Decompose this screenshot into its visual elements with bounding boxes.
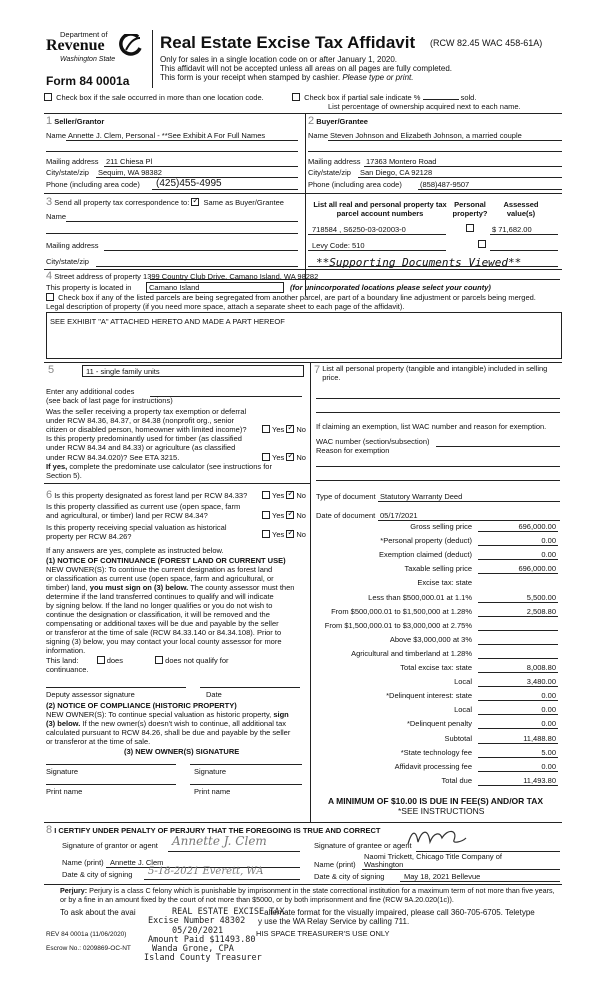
stamp-line: Island County Treasurer — [144, 953, 262, 963]
stamp-line: Wanda Grone, CPA — [152, 944, 234, 954]
header-note-3-row — [160, 73, 413, 82]
yes-label: Yes — [272, 491, 285, 500]
tax-row-line — [478, 672, 558, 673]
field-line — [144, 879, 300, 880]
tax-row-line — [478, 573, 558, 574]
tax-row-value[interactable]: 0.00 — [541, 705, 556, 715]
buyer-heading: Buyer/Grantee — [316, 117, 368, 126]
field-line — [378, 520, 560, 521]
notice1-line: or transferor at the time of sale (RCW 84.33.140 or 84.34.108). Prior to — [46, 628, 282, 637]
does-checkbox[interactable] — [97, 656, 105, 664]
section3-row — [46, 196, 284, 208]
tax-row-line — [478, 743, 558, 744]
tax-row-label: *Delinquent penalty — [406, 719, 472, 729]
section-number: 2 — [308, 115, 315, 127]
notice2-line: calculated pursuant to RCW 84.26, shall be due and payable by the seller — [46, 728, 291, 737]
yes-label: Yes — [272, 453, 285, 462]
buyer-name-label: Name — [308, 131, 329, 140]
yes-label: Yes — [272, 530, 285, 539]
request-text-b: alternate format for the visually impaired, please call 360-705-6705. Teletype — [264, 908, 535, 917]
s6-q1-row — [46, 489, 247, 501]
does-not-label: does not qualify for — [165, 656, 229, 665]
personal-property-checkbox-1[interactable] — [466, 224, 474, 232]
grantor-signature[interactable]: Annette J. Clem — [172, 834, 267, 848]
s6-if-yes: If any answers are yes, complete as instructed below. — [46, 546, 224, 555]
tax-row-value[interactable]: 0.00 — [541, 691, 556, 701]
tax-row-value[interactable]: 5.00 — [541, 747, 556, 757]
owner-print-name-label: Print name — [46, 787, 83, 796]
tax-row-label: Agricultural and timberland at 1.28% — [351, 648, 472, 658]
stamp-line: Excise Number 48302 — [148, 916, 246, 926]
s6-q2-line-a: Is this property classified as current use (open space, farm — [46, 502, 241, 511]
tax-row-label: Above $3,000,000 at 3% — [389, 634, 472, 644]
field-line — [150, 279, 560, 280]
field-line — [378, 501, 560, 502]
legal-label: Legal description of property (if you need more space, attach a separate sheet to each page of the affidavit). — [46, 302, 405, 311]
yes-label: Yes — [272, 511, 285, 520]
grantee-signature-scribble — [404, 826, 468, 848]
header-note-2: This affidavit will not be accepted unless all areas on all pages are fully completed. — [160, 64, 453, 73]
field-line — [418, 189, 562, 190]
seller-heading-row — [46, 115, 104, 127]
seller-phone[interactable]: (425)455-4995 — [156, 178, 222, 189]
s6-q1: Is this property designated as forest land per RCW 84.33? — [54, 491, 248, 500]
s6-q2-no-checkbox[interactable] — [286, 511, 294, 519]
tax-row-label: Total due — [441, 775, 472, 785]
tax-row-value[interactable]: 8,008.80 — [526, 663, 556, 672]
tax-row-label: From $500,000.01 to $1,500,000 at 1.28% — [331, 606, 472, 616]
header-divider — [152, 30, 153, 88]
perjury-notice — [60, 886, 558, 904]
field-line — [66, 140, 298, 141]
field-line — [400, 881, 560, 882]
field-line — [316, 412, 560, 413]
owner-signature-label: Signature — [46, 767, 79, 776]
request-line-1-row — [60, 908, 535, 917]
request-text-c: y use the WA Relay Service by calling 711. — [258, 917, 410, 926]
tax-row-line — [478, 630, 558, 631]
tax-row-line — [478, 531, 558, 532]
location-value: Camano Island — [149, 283, 200, 292]
located-note: (for unincorporated locations please select your county) — [290, 283, 491, 292]
grantor-date-city-label: Date & city of signing — [62, 870, 133, 879]
notice1-title: (1) NOTICE OF CONTINUANCE (FOREST LAND OR CURRENT USE) — [46, 556, 286, 565]
notice1-line: timber) land, — [46, 583, 88, 592]
section3-city-label: City/state/zip — [46, 257, 89, 266]
escrow-number: Escrow No.: 0209869-OC-NT — [46, 945, 131, 952]
s6-q2-yes-no — [262, 511, 306, 520]
personal-property-checkbox-2[interactable] — [478, 240, 486, 248]
tax-row-value[interactable]: 0.00 — [541, 550, 556, 560]
use-code-value: 11 - single family units — [86, 367, 160, 376]
legal-description: SEE EXHIBIT "A" ATTACHED HERETO AND MADE A PART HEREOF — [50, 317, 285, 326]
partial-sale-label: Check box if partial sale indicate % — [304, 93, 421, 102]
minimum-due-note: A MINIMUM OF $10.00 IS DUE IN FEE(S) AND/OR TAX — [328, 796, 544, 806]
seller-city-label: City/state/zip — [46, 168, 89, 177]
supporting-docs-stamp: **Supporting Documents Viewed** — [316, 256, 522, 269]
tax-row-line — [478, 616, 558, 617]
field-line — [436, 446, 560, 447]
grantor-date-city[interactable]: 5-18-2021 Everett, WA — [148, 866, 264, 877]
no-label: No — [296, 511, 306, 520]
yes-label: Yes — [272, 425, 285, 434]
use-code-select[interactable] — [82, 365, 304, 377]
field-line — [358, 177, 562, 178]
header-note-1: Only for sales in a single location code on or after January 1, 2020. — [160, 55, 398, 64]
no-label: No — [296, 530, 306, 539]
location-select[interactable] — [146, 282, 284, 293]
tax-row-line — [478, 686, 558, 687]
field-line — [490, 250, 558, 251]
s6-q3-yes-no — [262, 530, 306, 539]
street-row — [46, 270, 318, 282]
deputy-date-label: Date — [206, 690, 222, 699]
field-line — [328, 140, 562, 141]
section3-name-label: Name — [46, 212, 67, 221]
buyer-phone[interactable]: (858)487-9507 — [420, 180, 470, 189]
s7-list-personal: List all personal property (tangible and intangible) included in selling price. — [322, 364, 548, 382]
multi-location-checkbox[interactable] — [44, 93, 52, 101]
does-label: does — [106, 656, 123, 665]
does-not-checkbox[interactable] — [155, 656, 163, 664]
field-line — [316, 466, 560, 467]
owner-signature-label: Signature — [194, 767, 227, 776]
seller-mailing[interactable]: 211 Chiesa Pl — [106, 157, 153, 166]
buyer-phone-label: Phone (including area code) — [308, 180, 402, 189]
field-line — [46, 687, 186, 688]
q1-line-a: Was the seller receiving a property tax exemption or deferral — [46, 407, 247, 416]
s6-q2-yes-checkbox[interactable] — [262, 511, 270, 519]
perjury-label: Perjury: — [60, 886, 88, 895]
section-number: 6 — [46, 489, 53, 501]
field-line — [364, 166, 562, 167]
treasurer-use-label: HIS SPACE TREASURER'S USE ONLY — [256, 929, 390, 938]
continuance-label: continuance. — [46, 665, 89, 674]
notice2-line: NEW OWNER(S): To continue special valuation as historic property, — [46, 710, 272, 719]
stamp-line: 05/20/2021 — [172, 926, 224, 936]
q2-line-c: under RCW 84.34.020)? See ETA 3215. — [46, 453, 180, 462]
doc-type[interactable]: Statutory Warranty Deed — [380, 492, 463, 501]
s6-q3-line-b: property per RCW 84.26? — [46, 532, 132, 541]
seller-phone-label: Phone (including area code) — [46, 180, 140, 189]
tax-row-label: From $1,500,000.01 to $3,000,000 at 2.75% — [324, 620, 472, 630]
notice1-line: NEW OWNER(S): To continue the current designation as forest land — [46, 565, 273, 574]
divider — [44, 362, 562, 363]
header-note-3: This form is your receipt when stamped by cashier. — [160, 73, 341, 82]
q2-yes-no — [262, 453, 306, 462]
grantee-date-city-label: Date & city of signing — [314, 872, 385, 881]
field-line — [200, 687, 300, 688]
partial-sale-row — [292, 93, 476, 102]
doc-type-label: Type of document — [316, 492, 376, 501]
notice1-line: or classification as current use (open space, farm and agricultural, or — [46, 574, 274, 583]
tax-row-label: Taxable selling price — [404, 564, 472, 574]
buyer-city-label: City/state/zip — [308, 168, 351, 177]
owner-print-name-label: Print name — [194, 787, 231, 796]
divider — [44, 113, 562, 114]
s6-q3-line-a: Is this property receiving special valuation as historical — [46, 523, 227, 532]
tax-row-label: Total excise tax: state — [400, 663, 472, 672]
seller-heading: Seller/Grantor — [54, 117, 105, 126]
buyer-mailing[interactable]: 17363 Montero Road — [366, 157, 437, 166]
located-label: This property is located in — [46, 283, 132, 292]
tax-row-label: Less than $500,000.01 at 1.1% — [368, 592, 472, 602]
tax-row-value[interactable]: 0.00 — [541, 761, 556, 771]
divider — [44, 822, 562, 823]
request-text-a: To ask about the avai — [60, 908, 136, 917]
tax-row-line — [478, 644, 558, 645]
multi-location-row — [44, 93, 264, 102]
seller-name-label: Name — [46, 131, 67, 140]
seller-name[interactable]: Annette J. Clem, Personal - **See Exhibit A For Full Names — [68, 131, 266, 140]
section3-mailing-label: Mailing address — [46, 241, 99, 250]
certify-statement: I CERTIFY UNDER PENALTY OF PERJURY THAT THE FOREGOING IS TRUE AND CORRECT — [54, 826, 381, 835]
field-line — [190, 784, 302, 785]
tax-row-line — [478, 771, 558, 772]
tax-row-label: Subtotal — [444, 733, 472, 743]
assessed-value-1[interactable]: $ 71,682.00 — [492, 225, 532, 234]
grantor-signature-label: Signature of grantor or agent — [62, 841, 158, 850]
this-land-row — [46, 656, 229, 665]
tax-row-value[interactable]: 2,508.80 — [526, 606, 556, 616]
divider — [44, 884, 562, 885]
partial-sale-checkbox[interactable] — [292, 93, 300, 101]
q2-no-checkbox[interactable] — [286, 453, 294, 461]
dept-line3: Washington State — [60, 56, 116, 63]
notice2-below: (3) below. — [46, 719, 81, 728]
tax-row-value[interactable]: 11,488.80 — [523, 733, 556, 743]
this-land-label: This land: — [46, 656, 79, 665]
form-citation: (RCW 82.45 WAC 458-61A) — [430, 38, 543, 48]
seller-mailing-label: Mailing address — [46, 157, 99, 166]
deputy-signature-label: Deputy assessor signature — [46, 690, 135, 699]
notice2-line: or transferor at the time of sale. — [46, 737, 151, 746]
divider — [44, 193, 562, 194]
field-line — [104, 250, 298, 251]
additional-codes-label: Enter any additional codes — [46, 387, 135, 396]
s6-q2-line-b: and agricultural, or timber) land per RCW 84.34? — [46, 511, 208, 520]
field-line — [46, 764, 176, 765]
notice1-line: signing (3) below, you may contact your local county assessor for more — [46, 637, 282, 646]
grantee-date-city[interactable]: May 18, 2021 Bellevue — [404, 872, 481, 881]
rev-number: REV 84 0001a (11/06/2020) — [46, 931, 127, 938]
segregated-checkbox[interactable] — [46, 293, 54, 301]
form-title: Real Estate Excise Tax Affidavit — [160, 33, 416, 52]
street-label: Street address of property — [54, 272, 141, 281]
notice1-line: The county assessor must then — [190, 583, 295, 592]
divider — [44, 483, 310, 484]
no-label: No — [296, 453, 306, 462]
segregated-row — [46, 293, 536, 302]
q2-if-yes: If yes, — [46, 462, 68, 471]
doc-date[interactable]: 05/17/2021 — [380, 511, 418, 520]
tax-row-line — [478, 545, 558, 546]
buyer-heading-row — [308, 115, 368, 127]
s6-q1-yes-checkbox[interactable] — [262, 491, 270, 499]
tax-row-line — [478, 714, 558, 715]
section-number: 1 — [46, 115, 53, 127]
tax-row-label: Local — [454, 705, 472, 715]
dept-line2: Revenue — [46, 37, 105, 54]
multi-location-label: Check box if the sale occurred in more than one location code. — [56, 93, 264, 102]
q2-line-e: Section 5). — [46, 471, 82, 480]
q2-line-a: Is this property predominantly used for timber (as classified — [46, 434, 242, 443]
field-line — [46, 784, 176, 785]
notice1-line: information. — [46, 646, 86, 655]
grantor-name-label: Name (print) — [62, 858, 104, 867]
field-line — [66, 221, 298, 222]
buyer-city[interactable]: San Diego, CA 92128 — [360, 168, 433, 177]
dept-line1: Department of — [60, 30, 108, 39]
field-line — [46, 233, 298, 234]
field-line — [96, 266, 298, 267]
claiming-exemption-label: If claiming an exemption, list WAC number and reason for exemption. — [316, 422, 547, 431]
q1-yes-checkbox[interactable] — [262, 425, 270, 433]
section-number: 4 — [46, 270, 53, 282]
grantee-name-2[interactable]: Washington — [364, 860, 404, 869]
no-label: No — [296, 425, 306, 434]
list-pct-note: List percentage of ownership acquired next to each name. — [328, 102, 521, 111]
stamp-line: REAL ESTATE EXCISE TAX — [172, 907, 285, 917]
no-label: No — [296, 491, 306, 500]
buyer-mailing-label: Mailing address — [308, 157, 361, 166]
tax-row-line — [478, 757, 558, 758]
tax-row-line — [478, 559, 558, 560]
s6-q1-yes-no — [262, 491, 306, 500]
buyer-name[interactable]: Steven Johnson and Elizabeth Johnson, a married couple — [330, 131, 522, 140]
s6-q1-no-checkbox[interactable] — [286, 491, 294, 499]
tax-row-label: *Personal property (deduct) — [380, 536, 472, 546]
see-instructions-note: *SEE INSTRUCTIONS — [398, 806, 485, 816]
field-line — [308, 266, 558, 267]
q1-line-b: under RCW 84.36, 84.37, or 84.38 (nonprofit org., senior — [46, 416, 235, 425]
street-address[interactable]: 1399 Country Club Drive, Camano Island, WA 98282 — [143, 272, 319, 281]
notice2-title: (2) NOTICE OF COMPLIANCE (HISTORIC PROPERTY) — [46, 701, 237, 710]
tax-row-line — [478, 658, 558, 659]
section-number: 8 — [46, 824, 53, 836]
s7-row — [314, 364, 552, 382]
parcels-col1-header: List all real and personal property tax parcel account numbers — [313, 200, 447, 218]
tax-row-label: Gross selling price — [410, 522, 472, 531]
tax-row-value[interactable]: 0.00 — [541, 719, 556, 729]
header-note-3b: Please type or print. — [342, 73, 414, 82]
seller-city[interactable]: Sequim, WA 98382 — [98, 168, 162, 177]
notice1-line: determine if the land transferred continues to qualify and will indicate — [46, 592, 274, 601]
tax-row-line — [478, 602, 558, 603]
q1-no-checkbox[interactable] — [286, 425, 294, 433]
tax-row-value[interactable]: 11,493.80 — [523, 775, 556, 785]
exemption-reason-label: Reason for exemption — [316, 446, 390, 455]
tax-row-label: Excise tax: state — [417, 578, 472, 588]
wac-number-label: WAC number (section/subsection) — [316, 437, 430, 446]
form-number: Form 84 0001a — [46, 74, 130, 88]
perjury-text: Perjury is a class C felony which is punishable by imprisonment in the state correctional institution for a maximum term of not more than five years, or by a fine in an amount fixed by the court of not more than $5000, or by both imprisonment and fine (RCW 9A.20.020(1c)). — [60, 886, 555, 904]
parcel-number-2[interactable]: Levy Code: 510 — [312, 241, 365, 250]
tax-row-value[interactable]: 5,500.00 — [526, 592, 556, 602]
tax-row-value[interactable]: 696,000.00 — [518, 522, 556, 531]
same-as-buyer-checkbox[interactable] — [191, 198, 199, 206]
field-line — [190, 764, 302, 765]
tax-row-line — [478, 700, 558, 701]
parcels-col3-header: Assessed value(s) — [503, 200, 539, 218]
section-number: 3 — [46, 196, 53, 208]
q1-line-c: citizen or disabled person, homeowner with limited income)? — [46, 425, 247, 434]
grantor-name[interactable]: Annette J. Clem — [110, 858, 164, 867]
field-line — [104, 166, 298, 167]
partial-sale-pct-field[interactable] — [423, 99, 459, 100]
tax-row-value[interactable]: 0.00 — [541, 536, 556, 546]
tax-row-line — [478, 785, 558, 786]
legal-description-field[interactable] — [46, 312, 562, 359]
parcels-col2-header: Personal property? — [452, 200, 488, 218]
notice2-line1-row — [46, 710, 289, 719]
parcel-number-1[interactable]: 718584 , S6250-03-02003-0 — [312, 225, 406, 234]
field-line — [490, 234, 558, 235]
q2-line-b: under RCW 84.34 and 84.33) or agriculture (as classified — [46, 443, 236, 452]
notice1-line: compensating or additional taxes will be due and payable by the seller — [46, 619, 279, 628]
dor-logo — [46, 30, 146, 75]
notice1-line: continue the designation or classification, it will be removed and the — [46, 610, 270, 619]
segregated-label: Check box if any of the listed parcels are being segregated from another parcel, are part of a boundary line adjustment or parcels being merged. — [58, 293, 536, 302]
s6-q3-no-checkbox[interactable] — [286, 530, 294, 538]
field-line — [46, 151, 298, 152]
q2-yes-checkbox[interactable] — [262, 453, 270, 461]
q2-line-d-row — [46, 462, 272, 471]
notice2-sign: sign — [273, 710, 289, 719]
stamp-line: Amount Paid $11493.80 — [148, 935, 256, 945]
doc-date-label: Date of document — [316, 511, 376, 520]
tax-row-value[interactable]: 3,480.00 — [526, 677, 556, 687]
field-line — [316, 398, 560, 399]
sold-label: sold. — [460, 93, 477, 102]
grantee-name-1[interactable]: Naomi Trickett, Chicago Title Company of — [364, 852, 502, 861]
dor-logo-icon — [118, 34, 142, 56]
notice1-line3-row — [46, 583, 294, 592]
field-line — [362, 869, 560, 870]
notice1-line: by signing below. If the land no longer qualifies or you do not wish to — [46, 601, 273, 610]
tax-row-label: Local — [454, 677, 472, 687]
field-line — [308, 250, 446, 251]
tax-row-label: *Delinquent interest: state — [386, 691, 472, 701]
q2-line-d: complete the predominate use calculator (see instructions for — [69, 462, 272, 471]
notice2-line: If the new owner(s) doesn't wish to continue, all additional tax — [82, 719, 287, 728]
s6-q3-yes-checkbox[interactable] — [262, 530, 270, 538]
tax-row-label: Exemption claimed (deduct) — [379, 550, 472, 560]
section-number: 5 — [48, 364, 55, 376]
q1-yes-no — [262, 425, 306, 434]
tax-row-label: *State technology fee — [400, 747, 472, 757]
grantee-name-label: Name (print) — [314, 860, 356, 869]
grantee-signature-label: Signature of grantee or agent — [314, 841, 412, 850]
field-line — [316, 480, 560, 481]
new-owner-signature-title: (3) NEW OWNER(S) SIGNATURE — [124, 747, 240, 756]
field-line — [168, 851, 300, 852]
tax-row-line — [478, 728, 558, 729]
section3-text: Send all property tax correspondence to: — [54, 198, 190, 207]
see-back-note: (see back of last page for instructions) — [46, 396, 173, 405]
notice2-line2-row — [46, 719, 286, 728]
field-line — [152, 189, 298, 190]
same-as-buyer-label: Same as Buyer/Grantee — [203, 198, 284, 207]
tax-row-label: Affidavit processing fee — [394, 761, 472, 771]
section-number: 7 — [314, 364, 321, 376]
notice1-must-sign: you must sign on (3) below. — [89, 583, 189, 592]
column-divider — [310, 362, 311, 822]
tax-row-value[interactable]: 696,000.00 — [518, 564, 556, 574]
field-line — [308, 234, 446, 235]
field-line — [308, 151, 562, 152]
